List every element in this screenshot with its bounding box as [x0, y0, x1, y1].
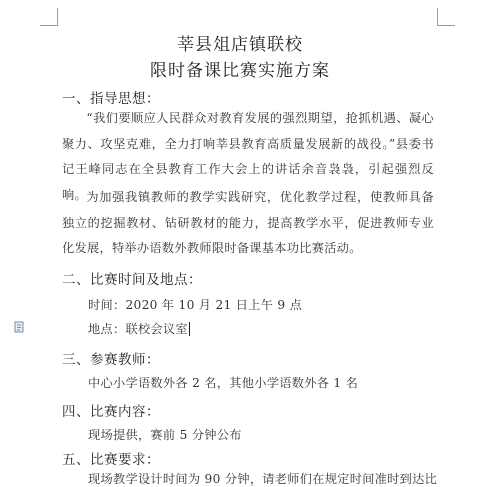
section-heading-1: 一、指导思想：: [62, 91, 160, 107]
section-2-place: 地点：联校会议室: [88, 322, 188, 336]
section-heading-4: 四、比赛内容：: [62, 404, 160, 420]
section-5-text: 现场教学设计时间为 90 分钟，请老师们在规定时间准时到达比: [88, 472, 438, 486]
crop-mark-top-left-v: [57, 8, 58, 26]
document-paragraph-icon: [14, 321, 26, 333]
section-2-time: 时间：2020 年 10 月 21 日上午 9 点: [88, 298, 303, 312]
document-title-line1: 莘县俎店镇联校: [177, 35, 303, 55]
crop-mark-top-left-h: [40, 25, 58, 26]
section-1-paragraph-2: 为加强我镇教师的教学实践研究，优化教学过程，使教师具备独立的挖掘教材、钻研教材的能力，提高教学水平，促进教师专业化发展，特举办语数外教师限时备课基本功比赛活动。: [62, 190, 434, 255]
section-heading-5: 五、比赛要求：: [62, 452, 160, 468]
section-heading-3: 三、参赛教师：: [62, 352, 160, 368]
document-title-line2: 限时备课比赛实施方案: [150, 61, 330, 81]
crop-mark-top-right-v: [437, 8, 438, 26]
section-heading-2: 二、比赛时间及地点：: [62, 272, 202, 288]
section-4-text: 现场提供，赛前 5 分钟公布: [88, 428, 242, 442]
section-2-place-row: [88, 320, 190, 337]
text-cursor: [189, 322, 190, 336]
crop-mark-top-right-h: [437, 25, 455, 26]
section-1-paragraph-1: “我们要顺应人民群众对教育发展的强烈期望，抢抓机遇、凝心聚力、攻坚克难，全力打响莘县教育高质量发展新的战役。”县委书记王峰同志在全县教育工作大会上的讲话余音袅袅，引起强烈反响。: [62, 111, 434, 202]
section-3-text: 中心小学语数外各 2 名，其他小学语数外各 1 名: [88, 376, 359, 390]
